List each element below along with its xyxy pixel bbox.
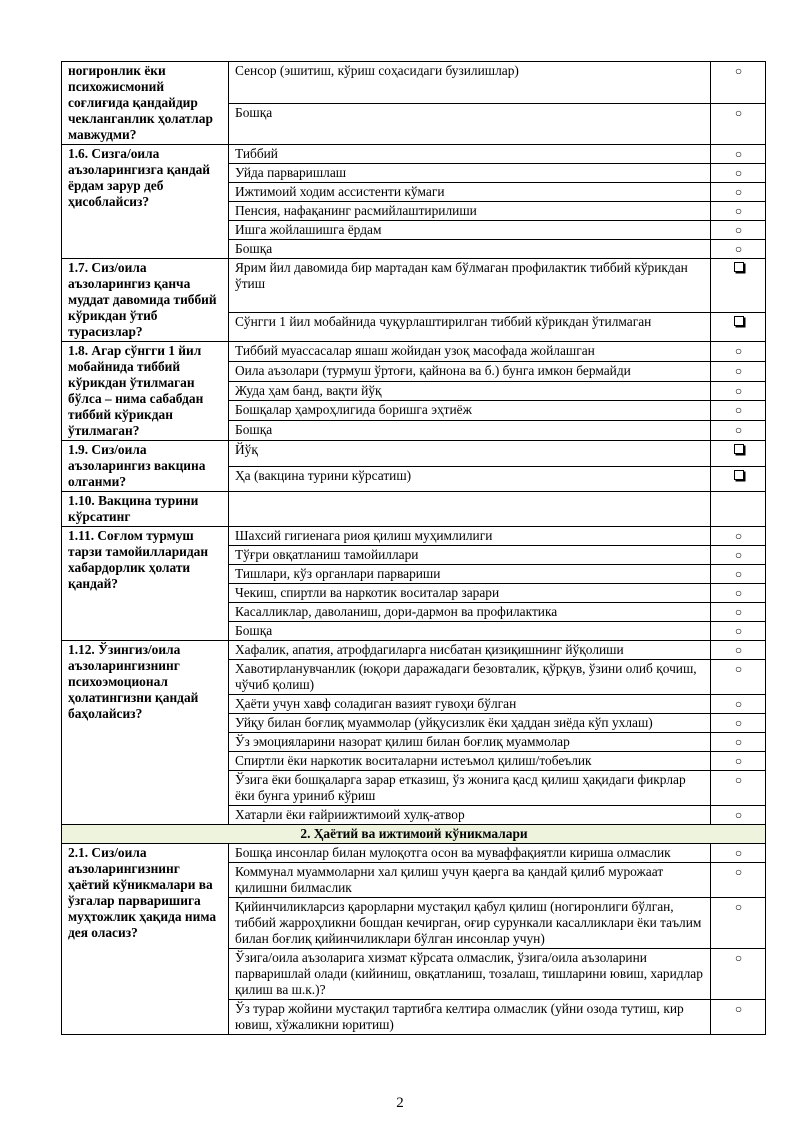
question-label: 1.9. Сиз/оила аъзоларингиз вакцина олганми? [62,441,229,492]
radio-circle-icon[interactable]: ○ [734,846,743,860]
answer-option-text: Бошқа [229,622,711,641]
answer-mark-cell[interactable] [711,62,766,104]
radio-circle-icon[interactable]: ○ [734,865,743,879]
question-label: 1.7. Сиз/оила аъзоларингиз қанча муддат давомида тиббий кўрикдан ўтиб турасизлар? [62,259,229,342]
answer-mark-cell[interactable] [711,806,766,825]
answer-option-text: Бошқа [229,240,711,259]
answer-option-text: Ҳа (вакцина турини кўрсатиш) [229,466,711,492]
answer-option-text: Хатарли ёки ғайриижтимоий хулқ-атвор [229,806,711,825]
answer-row [62,492,766,527]
answer-row [62,62,766,104]
answer-option-text: Ярим йил давомида бир мартадан кам бўлмаган профилактик тиббий кўрикдан ўтиш [229,259,711,313]
radio-circle-icon[interactable]: ○ [734,204,743,218]
radio-circle-icon[interactable]: ○ [734,586,743,600]
answer-mark-cell[interactable] [711,145,766,164]
radio-circle-icon[interactable]: ○ [734,951,743,965]
radio-circle-icon[interactable]: ○ [734,567,743,581]
answer-row [62,527,766,546]
answer-mark-cell [711,492,766,527]
radio-circle-icon[interactable]: ○ [734,383,743,398]
answer-mark-cell[interactable] [711,752,766,771]
question-label: 1.12. Ўзингиз/оила аъзоларингизнинг психоэмоционал ҳолатингизни қандай баҳолайсиз? [62,641,229,825]
answer-mark-cell[interactable] [711,466,766,492]
answer-mark-cell[interactable] [711,1000,766,1035]
radio-circle-icon[interactable]: ○ [734,423,743,438]
radio-circle-icon[interactable]: ○ [734,735,743,749]
answer-mark-cell[interactable] [711,603,766,622]
radio-circle-icon[interactable]: ○ [734,900,743,914]
checkbox-icon[interactable] [734,444,744,454]
question-label: 1.10. Вакцина турини кўрсатинг [62,492,229,527]
answer-row [62,145,766,164]
answer-mark-cell[interactable] [711,527,766,546]
answer-mark-cell[interactable] [711,641,766,660]
answer-mark-cell[interactable] [711,622,766,641]
answer-option-text: Бошқалар ҳамроҳлигида боришга эҳтиёж [229,401,711,421]
answer-row [62,641,766,660]
answer-option-text: Тишлари, кўз органлари парвариши [229,565,711,584]
radio-circle-icon[interactable]: ○ [734,716,743,730]
radio-circle-icon[interactable]: ○ [734,105,743,120]
answer-mark-cell[interactable] [711,240,766,259]
answer-row [62,342,766,362]
answer-option-text: Қийинчиликларсиз қарорларни мустақил қабул қилиш (ногиронлиги бўлган, тиббий жарроҳликни бошдан кечирган, оғир сурункали касалликлари ёки таълим билан боғлиқ қийинчиликлари бўлган инсонлар учун) [229,898,711,949]
radio-circle-icon[interactable]: ○ [734,403,743,418]
question-label: 1.11. Соғлом турмуш тарзи тамойилларидан хабардорлик ҳолати қандай? [62,527,229,641]
answer-option-text: Ижтимоий ходим ассистенти кўмаги [229,183,711,202]
answer-option-text: Бошқа инсонлар билан мулоқотга осон ва муваффақиятли кириша олмаслик [229,844,711,863]
answer-row [62,844,766,863]
question-label: 2.1. Сиз/оила аъзоларингизнинг ҳаётий кўникмалари ва ўзгалар парваришига муҳтожлик ҳақида нима дея оласиз? [62,844,229,1035]
answer-mark-cell[interactable] [711,565,766,584]
answer-mark-cell[interactable] [711,546,766,565]
checkbox-icon[interactable] [734,470,744,480]
answer-mark-cell[interactable] [711,103,766,145]
answer-mark-cell[interactable] [711,342,766,362]
radio-circle-icon[interactable]: ○ [734,808,743,822]
answer-option-text: Бошқа [229,421,711,441]
answer-option-text: Бошқа [229,103,711,145]
section-title: 2. Ҳаётий ва ижтимоий кўникмалари [62,825,766,844]
answer-option-text: Ўзига ёки бошқаларга зарар етказиш, ўз жонига қасд қилиш ҳақидаги фикрлар ёки бунга уриниб кўриш [229,771,711,806]
answer-option-text: Коммунал муаммоларни хал қилиш учун қаерга ва қандай қилиб мурожаат қилишни билмаслик [229,863,711,898]
radio-circle-icon[interactable]: ○ [734,223,743,237]
answer-mark-cell[interactable] [711,733,766,752]
answer-option-text: Тиббий [229,145,711,164]
answer-option-text: Пенсия, нафақанинг расмийлаштирилиши [229,202,711,221]
answer-mark-cell[interactable] [711,695,766,714]
answer-option-text: Тўғри овқатланиш тамойиллари [229,546,711,565]
answer-option-text [229,492,711,527]
answer-option-text: Ўз турар жойини мустақил тартибга келтира олмаслик (уйни озода тутиш, кир ювиш, хўжаликни юритиш) [229,1000,711,1035]
answer-mark-cell[interactable] [711,164,766,183]
answer-mark-cell[interactable] [711,259,766,313]
answer-option-text: Хавотирланувчанлик (юқори даражадаги безовталик, қўрқув, ўзини олиб қочиш, чўчиб қолиш) [229,660,711,695]
answer-mark-cell[interactable] [711,312,766,341]
answer-option-text: Ўз эмоцияларини назорат қилиш билан боғлиқ муаммолар [229,733,711,752]
radio-circle-icon[interactable]: ○ [734,624,743,638]
answer-option-text: Чекиш, спиртли ва наркотик воситалар зарари [229,584,711,603]
answer-mark-cell[interactable] [711,771,766,806]
answer-mark-cell[interactable] [711,863,766,898]
answer-option-text: Ўзига/оила аъзоларига хизмат кўрсата олмаслик, ўзига/оила аъзоларини парваришлай олади (кийиниш, овқатланиш, тозалаш, тишларини ювиш, харидлар қилиш ва ш.к.)? [229,949,711,1000]
question-label: ногиронлик ёки психожисмоний соғлиғида қандайдир чекланганлик ҳолатлар мавжудми? [62,62,229,145]
answer-option-text: Касалликлар, даволаниш, дори-дармон ва профилактика [229,603,711,622]
answer-option-text: Спиртли ёки наркотик воситаларни истеъмол қилиш/тобеълик [229,752,711,771]
answer-mark-cell[interactable] [711,844,766,863]
answer-option-text: Оила аъзолари (турмуш ўртоғи, қайнона ва б.) бунга имкон бермайди [229,361,711,381]
page-number: 2 [396,1095,404,1111]
answer-option-text: Уйқу билан боғлиқ муаммолар (уйқусизлик ёки ҳаддан зиёда кўп ухлаш) [229,714,711,733]
answer-mark-cell[interactable] [711,441,766,467]
survey-table [61,61,766,1035]
radio-circle-icon[interactable]: ○ [734,242,743,256]
radio-circle-icon[interactable]: ○ [734,363,743,378]
radio-circle-icon[interactable]: ○ [734,605,743,619]
answer-mark-cell[interactable] [711,202,766,221]
answer-row [62,259,766,313]
radio-circle-icon[interactable]: ○ [734,662,743,676]
radio-circle-icon[interactable]: ○ [734,529,743,543]
radio-circle-icon[interactable]: ○ [734,773,743,787]
radio-circle-icon[interactable]: ○ [734,344,743,358]
answer-mark-cell[interactable] [711,401,766,421]
answer-mark-cell[interactable] [711,361,766,381]
answer-mark-cell[interactable] [711,949,766,1000]
question-label: 1.6. Сизга/оила аъзоларингизга қандай ёрдам зарур деб ҳисоблайсиз? [62,145,229,259]
radio-circle-icon[interactable]: ○ [734,185,743,199]
answer-option-text: Йўқ [229,441,711,467]
question-label: 1.8. Агар сўнгги 1 йил мобайнида тиббий кўрикдан ўтилмаган бўлса – нима сабабдан тиббий кўрикдан ўтилмаган? [62,342,229,441]
answer-option-text: Тиббий муассасалар яшаш жойидан узоқ масофада жойлашган [229,342,711,362]
answer-option-text: Хафалик, апатия, атрофдагиларга нисбатан қизиқишнинг йўқолиши [229,641,711,660]
section-header-row [62,825,766,844]
radio-circle-icon[interactable]: ○ [734,166,743,180]
answer-mark-cell[interactable] [711,221,766,240]
answer-option-text: Шахсий гигиенага риоя қилиш муҳимлилиги [229,527,711,546]
answer-mark-cell[interactable] [711,381,766,401]
answer-option-text: Жуда ҳам банд, вақти йўқ [229,381,711,401]
radio-circle-icon[interactable]: ○ [734,64,743,78]
radio-circle-icon[interactable]: ○ [734,697,743,711]
answer-mark-cell[interactable] [711,898,766,949]
answer-mark-cell[interactable] [711,660,766,695]
radio-circle-icon[interactable]: ○ [734,754,743,768]
answer-row [62,441,766,467]
radio-circle-icon[interactable]: ○ [734,548,743,562]
checkbox-icon[interactable] [734,316,744,326]
answer-mark-cell[interactable] [711,584,766,603]
answer-mark-cell[interactable] [711,714,766,733]
answer-option-text: Уйда парваришлаш [229,164,711,183]
answer-option-text: Ҳаёти учун хавф соладиган вазият гувоҳи бўлган [229,695,711,714]
answer-option-text: Сенсор (эшитиш, кўриш соҳасидаги бузилишлар) [229,62,711,104]
answer-option-text: Ишга жойлашишга ёрдам [229,221,711,240]
radio-circle-icon[interactable]: ○ [734,1002,743,1016]
answer-mark-cell[interactable] [711,183,766,202]
radio-circle-icon[interactable]: ○ [734,147,743,161]
checkbox-icon[interactable] [734,262,744,272]
answer-option-text: Сўнгги 1 йил мобайнида чуқурлаштирилган тиббий кўрикдан ўтилмаган [229,312,711,341]
answer-mark-cell[interactable] [711,421,766,441]
radio-circle-icon[interactable]: ○ [734,643,743,657]
